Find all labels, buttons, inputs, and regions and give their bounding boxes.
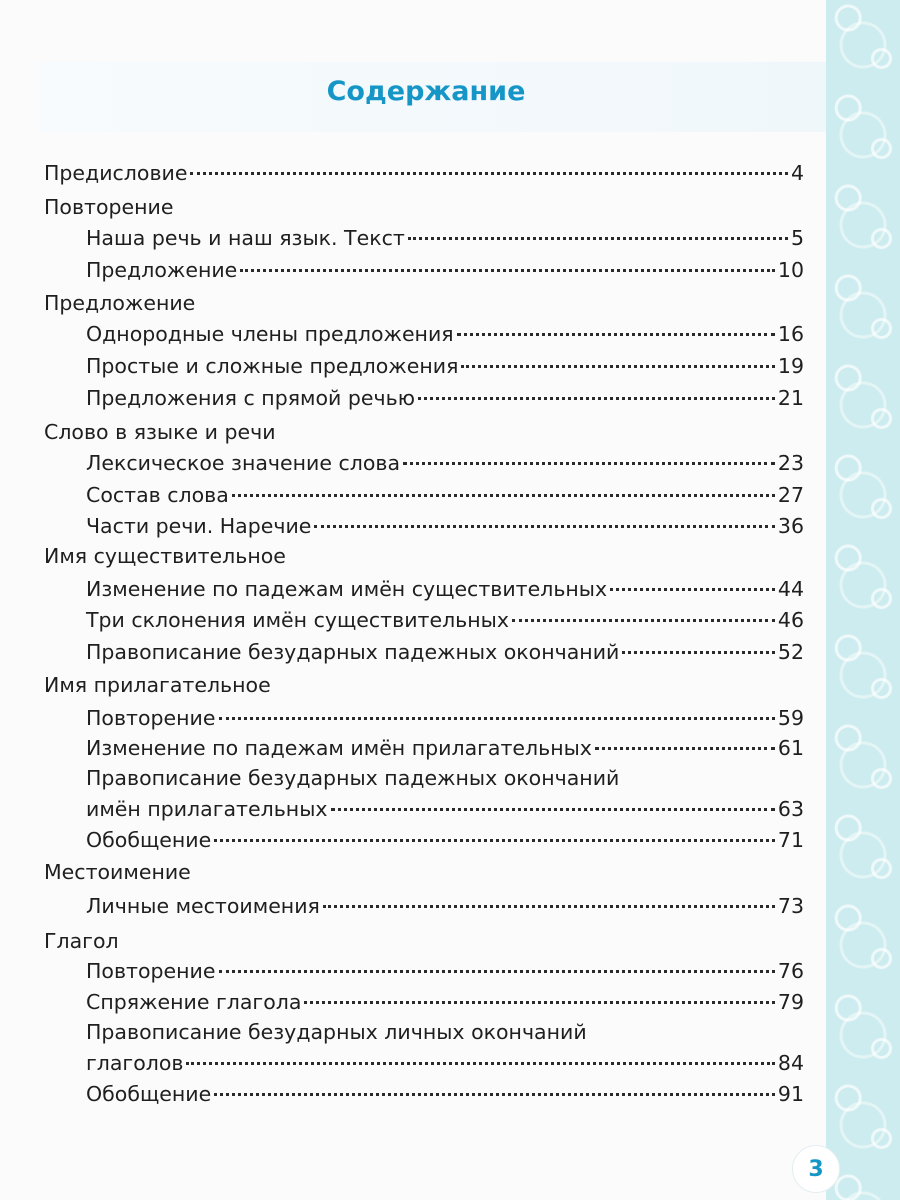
toc-entry-label-line1: Правописание безударных падежных окончаний <box>86 766 620 790</box>
leader-dots <box>190 172 787 175</box>
toc-entry-label: Изменение по падежам имён прилагательных <box>86 736 592 760</box>
toc-entry[interactable] <box>86 796 804 822</box>
toc-entry-page: 79 <box>777 990 804 1014</box>
toc-entry-label: Части речи. Наречие <box>86 514 312 538</box>
toc-entry[interactable] <box>86 385 804 411</box>
toc-entry-label: Повторение <box>86 706 216 730</box>
toc-entry-label-line1: Правописание безударных личных окончаний <box>86 1020 587 1044</box>
toc-entry-page: 63 <box>777 797 804 821</box>
leader-dots <box>214 1093 775 1096</box>
leader-dots <box>219 970 775 973</box>
page-title: Содержание <box>326 76 526 107</box>
toc-entry-label: Обобщение <box>86 828 212 852</box>
toc-entry-label: Спряжение глагола <box>86 990 302 1014</box>
toc-entry-label: Наша речь и наш язык. Текст <box>86 226 405 250</box>
toc-entry-page: 52 <box>777 640 804 664</box>
toc-entry[interactable] <box>86 827 804 853</box>
toc-entry-page: 4 <box>790 161 804 185</box>
leader-dots <box>610 588 775 591</box>
leader-dots <box>622 651 775 654</box>
leader-dots <box>408 237 788 240</box>
toc-entry-page: 16 <box>777 322 804 346</box>
toc-entry[interactable] <box>86 257 804 283</box>
toc-section-heading: Имя существительное <box>44 544 286 568</box>
leader-dots <box>214 839 775 842</box>
toc-entry[interactable] <box>86 353 804 379</box>
toc-entry-label: Три склонения имён существительных <box>86 608 509 632</box>
leader-dots <box>403 462 775 465</box>
page-number: 3 <box>792 1145 840 1193</box>
toc-entry[interactable] <box>86 705 804 731</box>
toc-section-heading: Предложение <box>44 291 196 315</box>
leader-dots <box>595 747 775 750</box>
toc-entry-page: 59 <box>777 706 804 730</box>
toc-entry-page: 61 <box>777 736 804 760</box>
toc-section-heading: Имя прилагательное <box>44 673 271 697</box>
toc-entry-label: Правописание безударных падежных окончаний <box>86 640 620 664</box>
leader-dots <box>457 333 775 336</box>
toc-entry-page: 71 <box>777 828 804 852</box>
toc-entry-page: 91 <box>777 1082 804 1106</box>
leader-dots <box>418 397 775 400</box>
toc-entry[interactable] <box>86 482 804 508</box>
toc-entry-page: 44 <box>777 577 804 601</box>
toc-entry-label: Однородные члены предложения <box>86 322 454 346</box>
toc-entry[interactable] <box>86 513 804 539</box>
toc-entry-page: 84 <box>777 1051 804 1075</box>
leader-dots <box>232 494 775 497</box>
toc-entry-label: Личные местоимения <box>86 894 320 918</box>
toc-entry-label: Изменение по падежам имён существительных <box>86 577 608 601</box>
leader-dots <box>314 525 774 528</box>
toc-entry[interactable] <box>86 893 804 919</box>
toc-entry[interactable] <box>86 639 804 665</box>
toc-entry[interactable] <box>86 989 804 1015</box>
leader-dots <box>186 1062 774 1065</box>
toc-entry[interactable] <box>86 576 804 602</box>
leader-dots <box>219 717 775 720</box>
toc-section-heading: Повторение <box>44 195 174 219</box>
toc-entry-page: 36 <box>777 514 804 538</box>
toc-entry-page: 10 <box>777 258 804 282</box>
toc-entry[interactable] <box>86 1081 804 1107</box>
toc-entry-label: Простые и сложные предложения <box>86 354 459 378</box>
toc-entry[interactable] <box>86 450 804 476</box>
leader-dots <box>512 619 775 622</box>
toc-entry-label: глаголов <box>86 1051 184 1075</box>
toc-entry-label: Предложения с прямой речью <box>86 386 415 410</box>
toc-entry-page: 76 <box>777 959 804 983</box>
toc-section-heading: Слово в языке и речи <box>44 420 276 444</box>
toc-entry-page: 27 <box>777 483 804 507</box>
toc-entry[interactable] <box>86 225 804 251</box>
toc-entry-label: Повторение <box>86 959 216 983</box>
toc-entry[interactable] <box>86 1050 804 1076</box>
toc-entry-label: Лексическое значение слова <box>86 451 401 475</box>
toc-entry[interactable] <box>86 958 804 984</box>
toc-entry-page: 21 <box>777 386 804 410</box>
toc-entry-page: 73 <box>777 894 804 918</box>
leader-dots <box>323 905 775 908</box>
leader-dots <box>331 808 775 811</box>
leader-dots <box>461 365 774 368</box>
toc-entry-page: 5 <box>790 226 804 250</box>
toc-entry[interactable] <box>86 735 804 761</box>
toc-section-heading: Глагол <box>44 929 119 953</box>
toc-entry[interactable] <box>86 607 804 633</box>
leader-dots <box>240 269 775 272</box>
toc-entry-page: 46 <box>777 608 804 632</box>
decorative-side-strip <box>826 0 900 1200</box>
toc-entry-label: имён прилагательных <box>86 797 328 821</box>
toc-entry-label: Обобщение <box>86 1082 212 1106</box>
toc-entry-label: Состав слова <box>86 483 229 507</box>
toc-entry-page: 23 <box>777 451 804 475</box>
toc-section-heading: Местоимение <box>44 860 191 884</box>
toc-entry-label: Предисловие <box>44 161 188 185</box>
toc-entry-preface[interactable] <box>44 160 804 186</box>
toc-entry[interactable] <box>86 321 804 347</box>
toc-entry-page: 19 <box>777 354 804 378</box>
toc-entry-label: Предложение <box>86 258 238 282</box>
leader-dots <box>304 1001 774 1004</box>
